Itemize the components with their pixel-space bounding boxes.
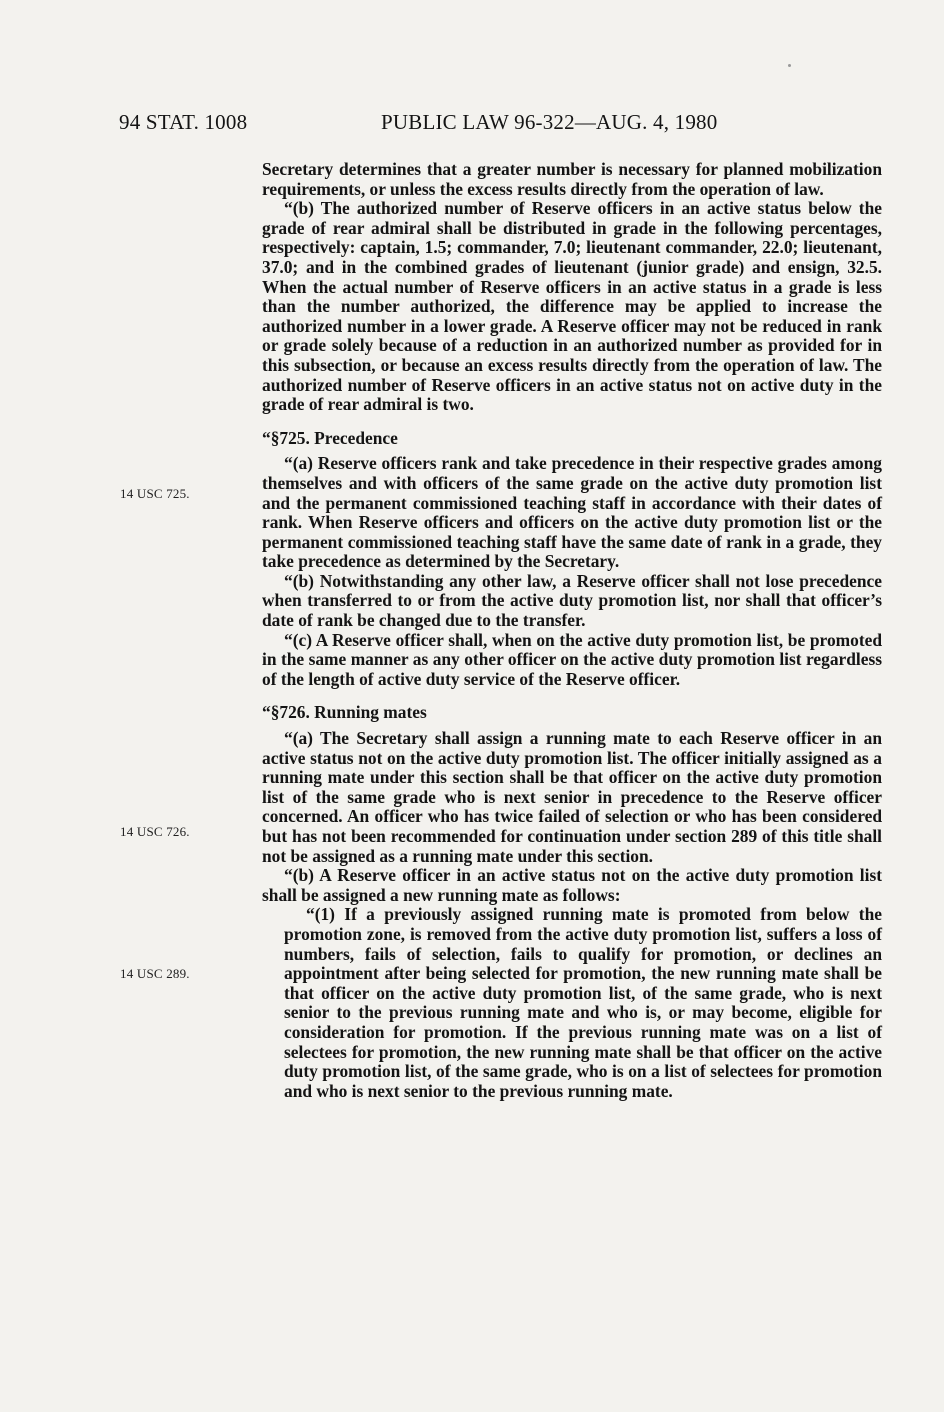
continuation-paragraph: Secretary determines that a greater number is necessary for planned mobilization requirements, or unless the excess results directly from the operation of law. — [262, 159, 882, 199]
section-725-heading: “§725. Precedence — [262, 427, 398, 448]
stat-page-number: 94 STAT. 1008 — [119, 110, 248, 134]
section-725-paragraph-c: “(c) A Reserve officer shall, when on the active duty promotion list, be promoted in the same manner as any other officer on the active duty promotion list regardless of the length of active duty service of the Reserve officer. — [262, 629, 882, 689]
margin-note-usc-725: 14 USC 725. — [120, 486, 190, 501]
page-header — [119, 110, 879, 142]
law-title: PUBLIC LAW 96-322—AUG. 4, 1980 — [381, 110, 718, 134]
section-726-heading: “§726. Running mates — [262, 702, 427, 723]
section-726-paragraph-b: “(b) A Reserve officer in an active status not on the active duty promotion list shall be assigned a new running mate as follows: — [262, 865, 882, 905]
paragraph-b-grade-distribution: “(b) The authorized number of Reserve officers in an active status below the grade of rear admiral shall be distributed in grade in the following percentages, respectively: captain, 1.5; commander, 7.0; lieutenant commander, 22.0; lieutenant, 37.0; and in the combined grades of lieutenant (junior grade) and ensign, 32.5. When the actual number of Reserve officers in an active status in a grade is less than the number authorized, the difference may be applied to increase the authorized number in a lower grade. A Reserve officer may not be reduced in rank or grade solely because of a reduction in an authorized number as provided for in this subsection, or because an excess results directly from the operation of law. The authorized number of Reserve officers in an active status not on active duty in the grade of rear admiral is two. — [262, 198, 882, 415]
section-725-paragraph-a: “(a) Reserve officers rank and take precedence in their respective grades among themselves and with officers of the same grade on the active duty promotion list and the permanent commissioned teaching staff in accordance with their dates of rank. When Reserve officers and officers on the active duty promotion list or the permanent commissioned teaching staff have the same date of rank in a grade, they take precedence as determined by the Secretary. — [262, 453, 882, 572]
section-726-paragraph-a: “(a) The Secretary shall assign a running mate to each Reserve officer in an active status not on the active duty promotion list. The officer initially assigned as a running mate under this section shall be that officer on the active duty promotion list of the same grade who is next senior in precedence to the Reserve officer concerned. An officer who has twice failed of selection or who has been considered but has not been recommended for continuation under section 289 of this title shall not be assigned as a running mate under this section. — [262, 728, 882, 866]
margin-note-usc-289: 14 USC 289. — [120, 966, 190, 981]
statute-text — [262, 160, 882, 1101]
section-726-paragraph-b1: “(1) If a previously assigned running mate is promoted from below the promotion zone, is removed from the active duty promotion list, suffers a loss of numbers, fails of selection, fails to qualify for promotion, or declines an appointment after being selected for promotion, the new running mate shall be that officer on the active duty promotion list, of the same grade, who is next senior to the previous running mate and who is, or may become, eligible for consideration for promotion. If the previous running mate was on a list of selectees for promotion, the new running mate shall be that officer on the active duty promotion list, of the same grade, who is on a list of selectees for promotion and who is next senior to the previous running mate. — [284, 904, 882, 1101]
section-725-paragraph-b: “(b) Notwithstanding any other law, a Reserve officer shall not lose precedence when transferred to or from the active duty promotion list, nor shall that officer’s date of rank be changed due to the transfer. — [262, 570, 882, 631]
scan-speck — [788, 64, 791, 67]
margin-note-usc-726: 14 USC 726. — [120, 824, 190, 839]
